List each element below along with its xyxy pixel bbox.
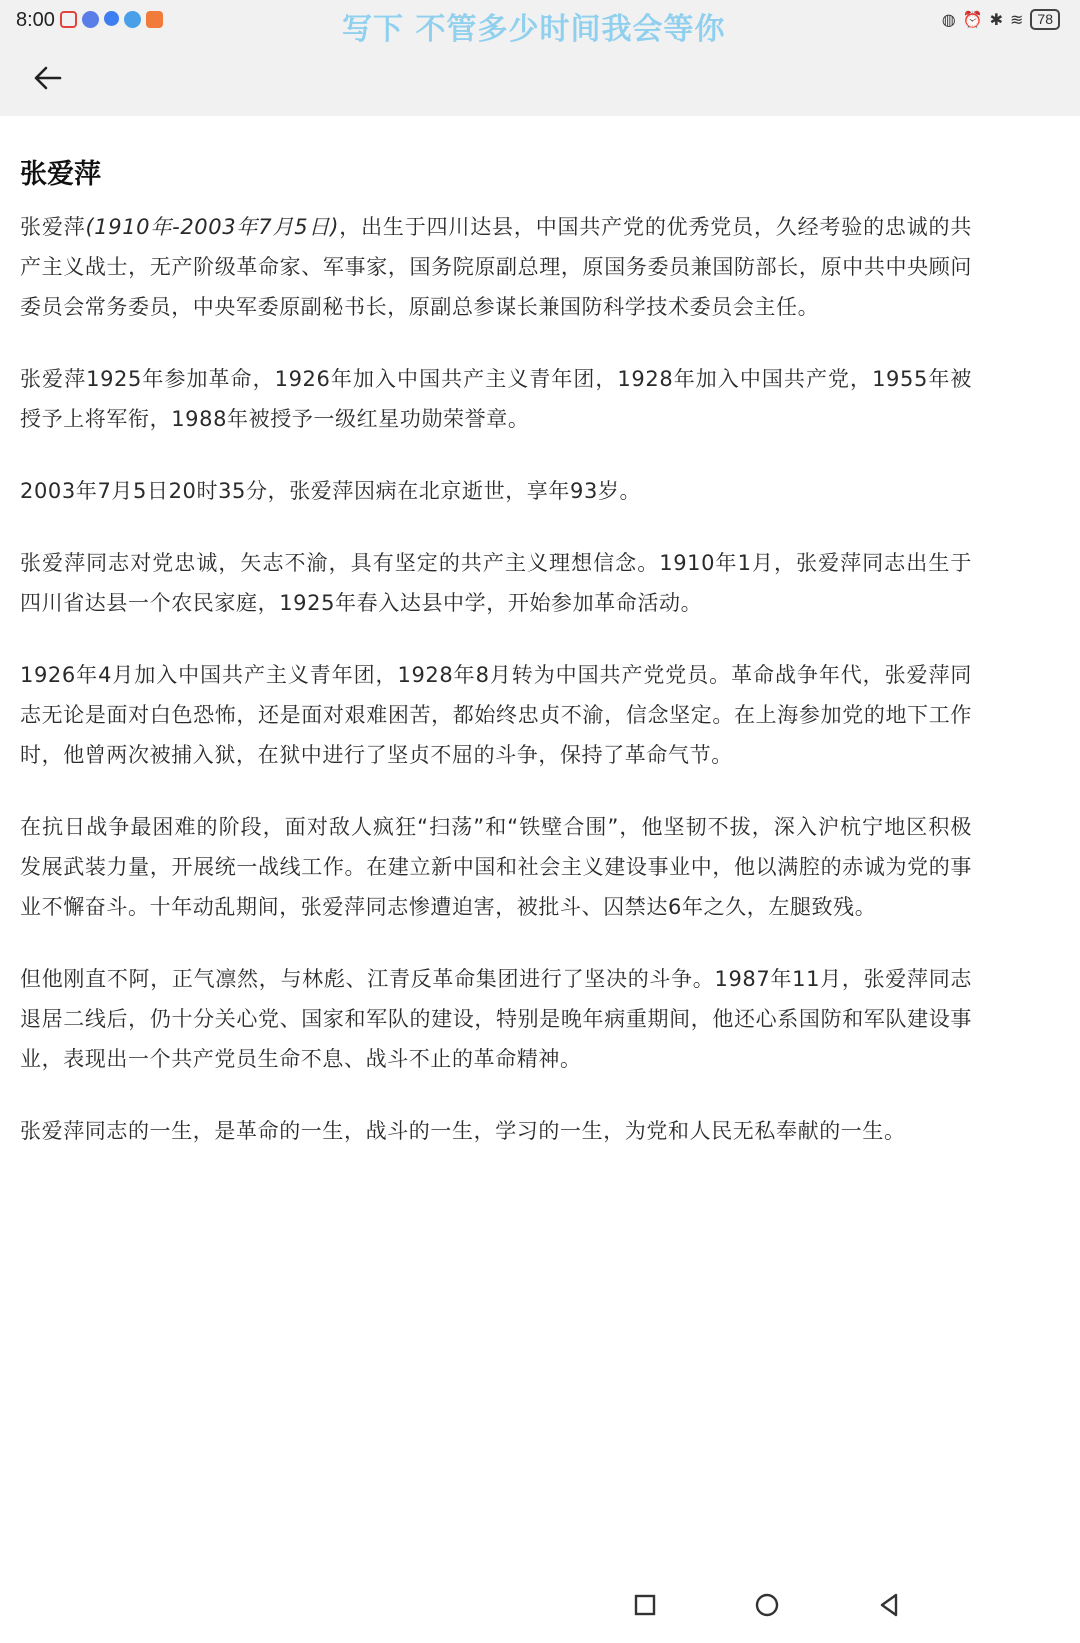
system-nav-bar — [0, 1580, 1080, 1643]
home-circle-icon[interactable] — [752, 1590, 782, 1620]
article-title: 张爱萍 — [20, 159, 101, 190]
nav-back-triangle-icon[interactable] — [874, 1590, 904, 1620]
article-content — [20, 138, 972, 1183]
article-paragraph: 在抗日战争最困难的阶段，面对敌人疯狂“扫荡”和“铁壁合围”，他坚韧不拔，深入沪杭宁地区积极发展武装力量，开展统一战线工作。在建立新中国和社会主义建设事业中，他以满腔的赤诚为党的事业不懈奋斗。十年动乱期间，张爱萍同志惨遭迫害，被批斗、囚禁达6年之久，左腿致残。 — [20, 815, 972, 919]
top-bar — [0, 0, 1080, 116]
notification-app-icon — [82, 11, 99, 28]
vibrate-icon: ◍ — [941, 10, 956, 29]
intro-name: 张爱萍 — [20, 215, 86, 239]
article-intro-paragraph — [20, 207, 972, 327]
article-paragraph: 2003年7月5日20时35分，张爱萍因病在北京逝世，享年93岁。 — [20, 479, 642, 503]
alarm-icon: ⏰ — [962, 10, 983, 29]
wifi-icon: ≋ — [1010, 10, 1024, 29]
notification-app-icon — [60, 11, 77, 28]
battery-icon: 78 — [1030, 9, 1060, 30]
article-paragraph: 张爱萍1925年参加革命，1926年加入中国共产主义青年团，1928年加入中国共产党，1955年被授予上将军衔，1988年被授予一级红星功勋荣誉章。 — [20, 367, 972, 431]
article-paragraph: 1926年4月加入中国共产主义青年团，1928年8月转为中国共产党党员。革命战争年代，张爱萍同志无论是面对白色恐怖，还是面对艰难困苦，都始终忠贞不渝，信念坚定。在上海参加党的地下工作时，他曾两次被捕入狱，在狱中进行了坚贞不屈的斗争，保持了革命气节。 — [20, 663, 972, 767]
article-paragraph: 张爱萍同志的一生，是革命的一生，战斗的一生，学习的一生，为党和人民无私奉献的一生。 — [20, 1119, 906, 1143]
notification-app-icon — [124, 11, 141, 28]
recent-apps-square-icon[interactable] — [630, 1590, 660, 1620]
notification-app-icon — [104, 11, 119, 26]
status-time: 8:00 — [16, 9, 55, 31]
bluetooth-icon: ✱ — [989, 10, 1004, 29]
status-banner-text: 写下 不管多少时间我会等你 — [342, 12, 726, 47]
back-arrow-icon[interactable] — [30, 60, 66, 96]
intro-dates: (1910年-2003年7月5日) — [85, 215, 340, 239]
status-app-icons — [60, 11, 163, 28]
notification-app-icon — [146, 11, 163, 28]
article-paragraph: 张爱萍同志对党忠诚，矢志不渝，具有坚定的共产主义理想信念。1910年1月，张爱萍同志出生于四川省达县一个农民家庭，1925年春入达县中学，开始参加革命活动。 — [20, 551, 972, 615]
status-indicators — [942, 9, 1060, 30]
article-paragraph: 但他刚直不阿，正气凛然，与林彪、江青反革命集团进行了坚决的斗争。1987年11月，张爱萍同志退居二线后，仍十分关心党、国家和军队的建设，特别是晚年病重期间，他还心系国防和军队建设事业，表现出一个共产党员生命不息、战斗不止的革命精神。 — [20, 967, 972, 1071]
intro-text: ，出生于四川达县，中国共产党的优秀党员，久经考验的忠诚的共产主义战士，无产阶级革命家、军事家，国务院原副总理，原国务委员兼国防部长，原中共中央顾问委员会常务委员，中央军委原副秘书长，原副总参谋长兼国防科学技术委员会主任。 — [20, 215, 972, 319]
